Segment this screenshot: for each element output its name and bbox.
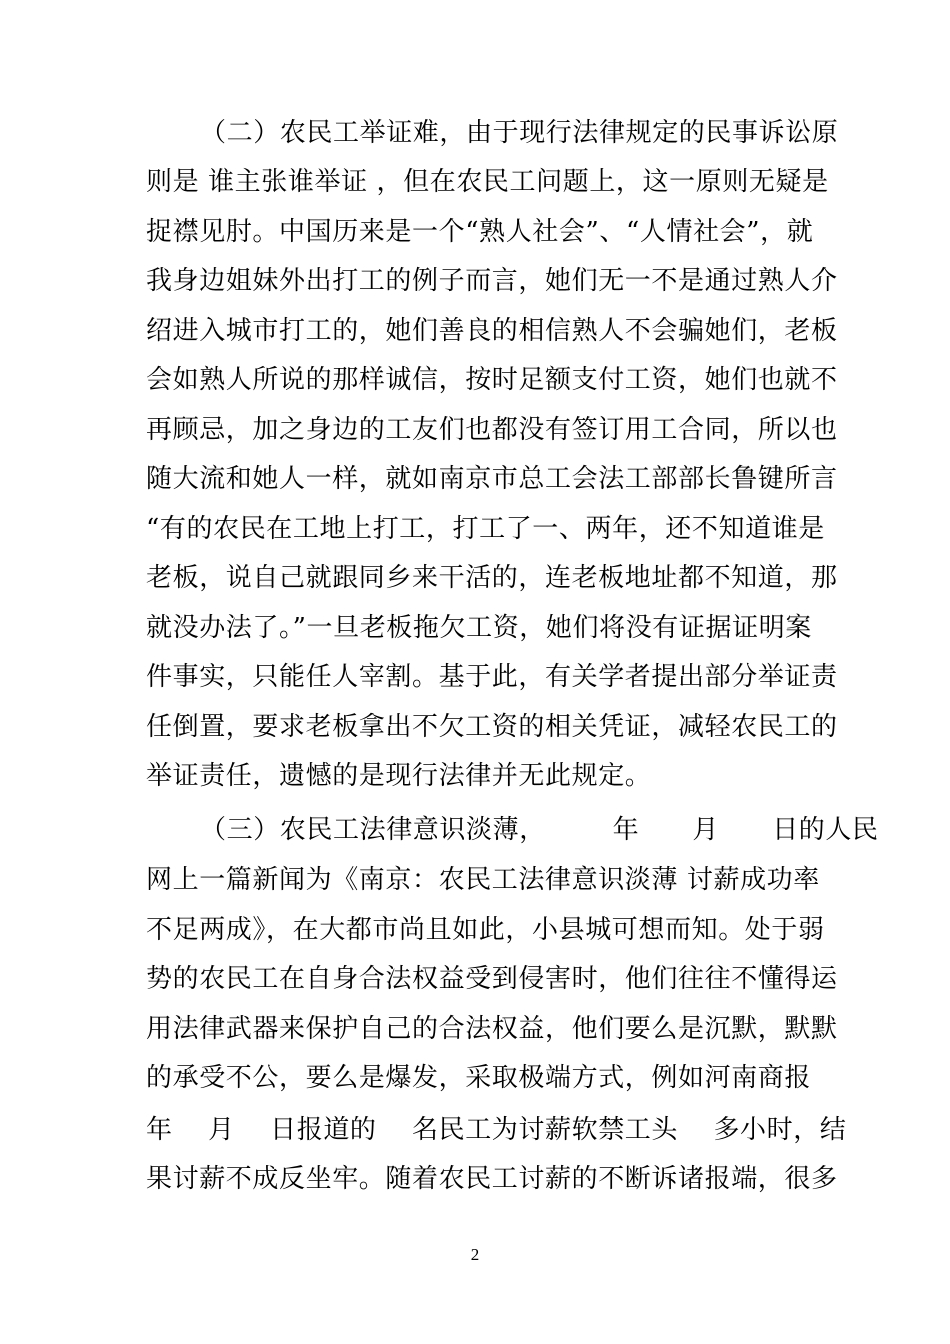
paragraph-2-line-2: 则是 谁主张谁举证 ，但在农民工问题上，这一原则无疑是	[146, 167, 829, 197]
paragraph-3-line-4: 势的农民工在自身合法权益受到侵害时，他们往往不懂得运	[146, 964, 838, 994]
paragraph-3-line-2: 网上一篇新闻为《南京：农民工法律意识淡薄 讨薪成功率	[146, 865, 820, 895]
page-number: 2	[470, 1245, 480, 1264]
paragraph-3-line-8: 果讨薪不成反坐牢。随着农民工讨薪的不断诉诸报端，很多	[146, 1164, 838, 1194]
paragraph-3-line-6: 的承受不公，要么是爆发，采取极端方式，例如河南商报	[146, 1063, 812, 1093]
paragraph-2-line-1: （二）农民工举证难，由于现行法律规定的民事诉讼原	[200, 118, 839, 148]
paragraph-2-line-8: 随大流和她人一样，就如南京市总工会法工部部长鲁键所言	[146, 464, 838, 494]
paragraph-2-line-14: 举证责任，遗憾的是现行法律并无此规定。	[146, 761, 652, 791]
paragraph-3-line-7: 年 月 日报道的 名民工为讨薪软禁工头 多小时，结	[146, 1115, 847, 1145]
paragraph-2-line-9: “有的农民在工地上打工，打工了一、两年，还不知道谁是	[146, 514, 825, 544]
paragraph-2-line-10: 老板，说自己就跟同乡来干活的，连老板地址都不知道，那	[146, 563, 838, 593]
paragraph-2-line-11: 就没办法了。”一旦老板拖欠工资，她们将没有证据证明案	[146, 613, 812, 643]
paragraph-3-line-1: （三）农民工法律意识淡薄， 年 月 日的人民	[200, 815, 879, 845]
paragraph-2-line-3: 捉襟见肘。中国历来是一个“熟人社会”、“人情社会”，就	[146, 217, 814, 247]
paragraph-2-line-5: 绍进入城市打工的，她们善良的相信熟人不会骗她们，老板	[146, 316, 838, 346]
paragraph-2-line-12: 件事实，只能任人宰割。基于此，有关学者提出部分举证责	[146, 662, 838, 692]
paragraph-2-line-4: 我身边姐妹外出打工的例子而言，她们无一不是通过熟人介	[146, 266, 838, 296]
paragraph-3-line-5: 用法律武器来保护自己的合法权益，他们要么是沉默，默默	[146, 1014, 838, 1044]
paragraph-2-line-13: 任倒置，要求老板拿出不欠工资的相关凭证，减轻农民工的	[146, 712, 838, 742]
paragraph-2-line-6: 会如熟人所说的那样诚信，按时足额支付工资，她们也就不	[146, 365, 838, 395]
paragraph-3-line-3: 不足两成》，在大都市尚且如此，小县城可想而知。处于弱	[146, 915, 825, 945]
paragraph-2-line-7: 再顾忌，加之身边的工友们也都没有签订用工合同，所以也	[146, 415, 838, 445]
